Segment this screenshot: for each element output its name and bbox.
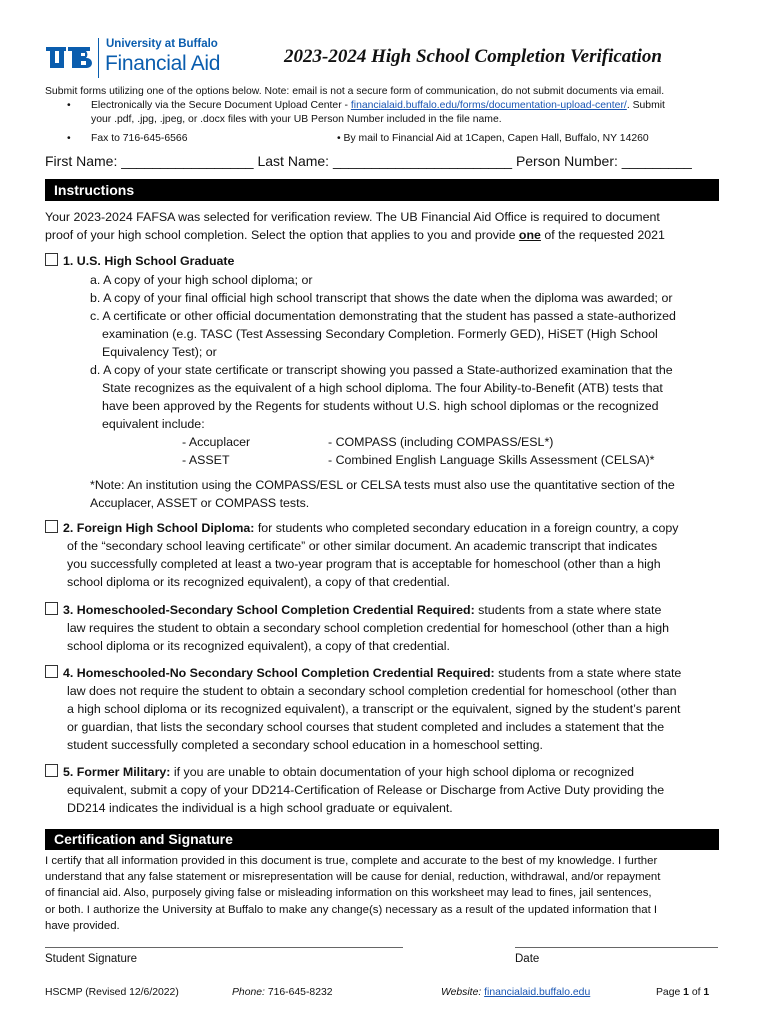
date-line[interactable] — [515, 947, 718, 948]
atb-test: - COMPASS (including COMPASS/ESL*) — [328, 435, 554, 449]
option-1-item-b: b. A copy of your final official high school transcript that shows the date when the diploma was awarded; or — [90, 291, 673, 305]
footer-phone: Phone: 716-645-8232 — [232, 987, 333, 998]
instructions-paragraph — [45, 208, 725, 244]
option-2-checkbox[interactable] — [45, 520, 58, 533]
atb-tests-col2 — [328, 433, 654, 469]
atb-tests-col1 — [182, 433, 250, 469]
ub-logo — [46, 36, 246, 80]
logo-department-name: Financial Aid — [105, 52, 221, 75]
atb-test: - Accuplacer — [182, 435, 251, 449]
mail-option: • By mail to Financial Aid at 1Capen, Capen Hall, Buffalo, NY 14260 — [337, 133, 649, 144]
option-1-checkbox[interactable] — [45, 253, 58, 266]
option-5-title: 5. Former Military: — [63, 765, 171, 779]
option-1-title: 1. U.S. High School Graduate — [63, 254, 235, 268]
note-line: Accuplacer, ASSET or COMPASS tests. — [90, 496, 310, 510]
option-4-text: law does not require the student to obtain a secondary school completion credential for homeschool (other than — [67, 684, 677, 698]
option-2-title: 2. Foreign High School Diploma: — [63, 521, 255, 535]
option-3-text: school diploma or its recognized equivalent), a copy of that credential. — [67, 639, 450, 653]
option-2-text: school diploma or its recognized equivalent), a copy of that credential. — [67, 575, 450, 589]
upload-center-link[interactable]: financialaid.buffalo.edu/forms/documentation-upload-center/ — [350, 100, 627, 111]
date-label: Date — [515, 953, 540, 965]
student-signature-line[interactable] — [45, 947, 403, 948]
document-title: 2023-2024 High School Completion Verification — [284, 46, 662, 67]
website-link[interactable]: financialaid.buffalo.edu — [484, 987, 591, 998]
person-number-field[interactable]: Person Number: _________ — [515, 153, 692, 169]
logo-university-name: University at Buffalo — [106, 38, 218, 50]
option-5-text: DD214 indicates the individual is a high school graduate or equivalent. — [67, 801, 453, 815]
atb-test: - ASSET — [182, 453, 230, 467]
page-number: Page 1 of 1 — [656, 987, 710, 998]
upload-text-line2: your .pdf, .jpg, .jpeg, or .docx files with your UB Person Number included in the file name. — [91, 114, 502, 125]
option-3-text: students from a state where state — [474, 603, 662, 617]
option-3 — [45, 601, 669, 655]
option-4-text: a high school diploma or its recognized equivalent), a transcript or the equivalent, signed by the student’s parent — [67, 702, 681, 716]
certification-line: or both. I authorize the University at Buffalo to make any change(s) necessary as a result of the updated information that I — [45, 903, 658, 916]
option-3-title: 3. Homeschooled-Secondary School Completion Credential Required: — [63, 603, 475, 617]
option-5-text: equivalent, submit a copy of your DD214-Certification of Release or Discharge from Active Duty providing the — [67, 783, 665, 797]
certification-text — [45, 853, 725, 934]
certification-line: of financial aid. Also, purposely giving false or misleading information on this worksheet may lead to fines, jail sentences, — [45, 887, 652, 900]
option-1-item-d: equivalent include: — [102, 417, 205, 431]
first-name-field[interactable]: First Name: _________________ — [45, 153, 254, 169]
option-1-item-d: have been approved by the Regents for students without U.S. high school diplomas or the recognized — [102, 399, 659, 413]
option-4-text: or guardian, that lists the secondary school courses that student completed and includes a statement that the — [67, 720, 665, 734]
option-1-item-d: State recognizes as the equivalent of a high school diploma. The four Ability-to-Benefit (ATB) tests that — [102, 381, 663, 395]
instructions-line: Your 2023-2024 FAFSA was selected for verification review. The UB Financial Aid Office is required to document — [45, 210, 660, 224]
option-1-item-d: d. A copy of your state certificate or transcript showing you passed a State-authorized examination that the — [90, 363, 673, 377]
option-5-checkbox[interactable] — [45, 764, 58, 777]
identity-fields — [45, 153, 692, 169]
option-1-list — [90, 271, 676, 433]
option-2-text: for students who completed secondary education in a foreign country, a copy — [254, 521, 679, 535]
student-signature-label: Student Signature — [45, 953, 138, 965]
option-1-item-c: examination (e.g. TASC (Test Assessing Secondary Completion. Formerly GED), HiSET (High School — [102, 327, 658, 341]
fax-option: Fax to 716-645-6566 — [91, 133, 188, 144]
option-4-text: student successfully completed a secondary school education in a homeschool setting. — [67, 738, 543, 752]
bullet: • — [67, 100, 71, 111]
form-id: HSCMP (Revised 12/6/2022) — [45, 987, 179, 998]
option-2 — [45, 519, 678, 591]
option-4 — [45, 664, 681, 754]
option-4-checkbox[interactable] — [45, 665, 58, 678]
upload-text: Electronically via the Secure Document Upload Center - — [91, 100, 351, 111]
option-1 — [45, 252, 234, 270]
bullet: • — [67, 133, 71, 144]
certification-heading: Certification and Signature — [45, 829, 719, 850]
option-1-item-a: a. A copy of your high school diploma; or — [90, 273, 313, 287]
certification-line: have provided. — [45, 919, 120, 932]
option-2-text: of the “secondary school leaving certificate” or other similar document. An academic transcript that indicates — [67, 539, 658, 553]
logo-divider — [98, 38, 99, 78]
last-name-field[interactable]: Last Name: _______________________ — [257, 153, 513, 169]
submission-instructions — [45, 85, 735, 150]
instructions-heading: Instructions — [45, 179, 719, 201]
option-4-title: 4. Homeschooled-No Secondary School Completion Credential Required: — [63, 666, 495, 680]
option-2-text: you successfully completed at least a two-year program that is acceptable for homeschool (other than a high — [67, 557, 661, 571]
option-3-checkbox[interactable] — [45, 602, 58, 615]
ub-logo-mark-icon — [46, 45, 94, 71]
certification-line: I certify that all information provided in this document is true, complete and accurate to the best of my knowledge. I further — [45, 855, 658, 867]
option-3-text: law requires the student to obtain a secondary school completion credential for homeschool (other than a high — [67, 621, 669, 635]
option-1-note — [90, 476, 675, 512]
footer-website: Website: financialaid.buffalo.edu — [441, 987, 591, 998]
option-4-text: students from a state where state — [494, 666, 682, 680]
submission-note: Submit forms utilizing one of the options below. Note: email is not a secure form of communication, do not submit documents via email. — [45, 86, 665, 97]
option-1-item-c: Equivalency Test); or — [102, 345, 217, 359]
note-line: *Note: An institution using the COMPASS/ESL or CELSA tests must also use the quantitative section of the — [90, 478, 675, 492]
option-5 — [45, 763, 664, 817]
upload-suffix: . Submit — [626, 100, 665, 111]
option-1-item-c: c. A certificate or other official documentation demonstrating that the student has passed a state-authorized — [90, 309, 676, 323]
certification-line: understand that any false statement or misrepresentation will be cause for denial, reduction, withdrawal, and/or repayment — [45, 871, 661, 884]
instructions-line: proof of your high school completion. Select the option that applies to you and provide one of the requested 2021 — [45, 228, 665, 242]
option-5-text: if you are unable to obtain documentation of your high school diploma or recognized — [170, 765, 634, 779]
atb-test: - Combined English Language Skills Assessment (CELSA)* — [328, 453, 655, 467]
